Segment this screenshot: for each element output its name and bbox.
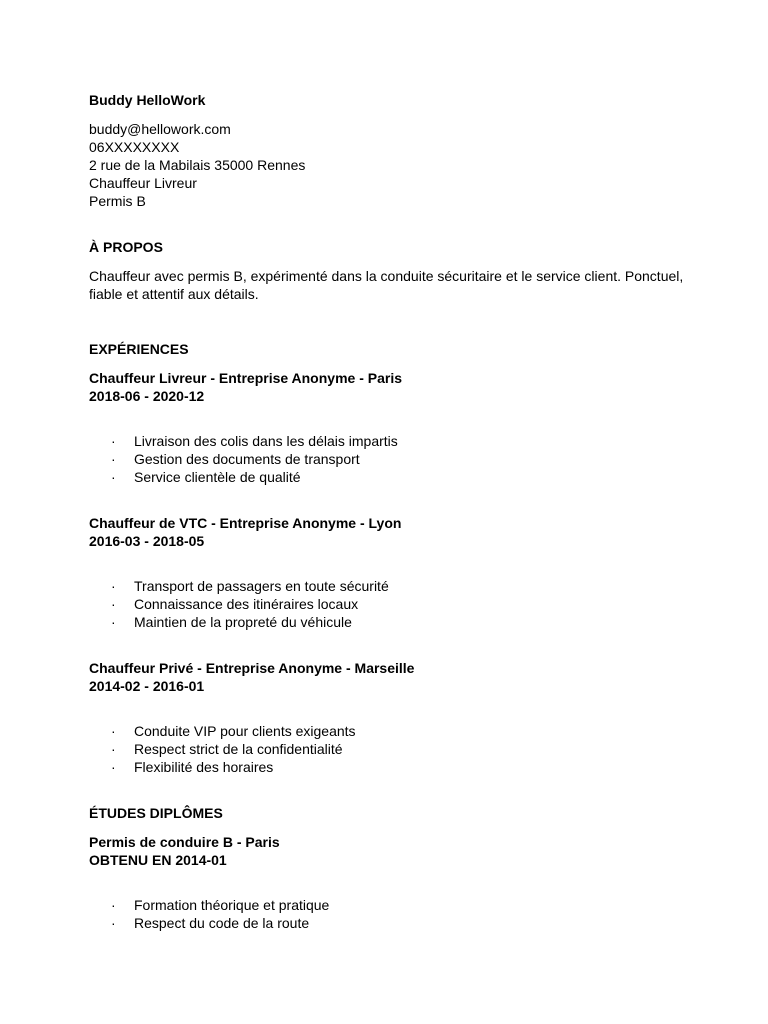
bullet-dot: · [111,596,116,612]
task-text: Service clientèle de qualité [134,469,301,485]
task-list [89,432,688,486]
education-section-title: ÉTUDES DIPLÔMES [89,805,223,821]
list-item [89,758,688,776]
task-text: Connaissance des itinéraires locaux [134,596,359,612]
education-title: Permis de conduire B - Paris [89,834,280,850]
task-list [89,896,688,932]
bullet-dot: · [111,915,116,931]
bullet-dot: · [111,451,116,467]
candidate-name: Buddy HelloWork [89,92,206,108]
task-text: Conduite VIP pour clients exigeants [134,723,356,739]
experience-dates: 2018-06 - 2020-12 [89,388,205,404]
task-text: Respect du code de la route [134,915,310,931]
list-item [89,740,688,758]
task-text: Flexibilité des horaires [134,759,274,775]
education-dates: OBTENU EN 2014-01 [89,852,227,868]
email: buddy@hellowork.com [89,121,231,137]
list-item [89,432,688,450]
list-item [89,896,688,914]
experience-entry [89,369,688,486]
experience-dates: 2016-03 - 2018-05 [89,533,205,549]
task-text: Livraison des colis dans les délais impartis [134,433,398,449]
bullet-dot: · [111,759,116,775]
bullet-dot: · [111,741,116,757]
list-item [89,450,688,468]
list-item [89,722,688,740]
experiences-section-title: EXPÉRIENCES [89,341,189,357]
license: Permis B [89,193,146,209]
task-text: Gestion des documents de transport [134,451,360,467]
task-text: Respect strict de la confidentialité [134,741,343,757]
list-item [89,468,688,486]
experience-dates: 2014-02 - 2016-01 [89,678,205,694]
bullet-dot: · [111,897,116,913]
experience-entry [89,514,688,631]
task-list [89,722,688,776]
task-text: Maintien de la propreté du véhicule [134,614,352,630]
list-item [89,914,688,932]
experience-entry [89,659,688,776]
task-text: Formation théorique et pratique [134,897,330,913]
education-entry [89,833,688,932]
bullet-dot: · [111,614,116,630]
about-section-title: À PROPOS [89,239,163,255]
bullet-dot: · [111,723,116,739]
bullet-dot: · [111,433,116,449]
address: 2 rue de la Mabilais 35000 Rennes [89,157,306,173]
job-title: Chauffeur Livreur [89,175,197,191]
phone: 06XXXXXXXX [89,139,180,155]
bullet-dot: · [111,469,116,485]
list-item [89,613,688,631]
experience-title: Chauffeur Livreur - Entreprise Anonyme - Paris [89,370,402,386]
task-text: Transport de passagers en toute sécurité [134,578,389,594]
about-text: Chauffeur avec permis B, expérimenté dans la conduite sécuritaire et le service client. Ponctuel, fiable et attentif aux détails. [89,268,684,302]
list-item [89,595,688,613]
list-item [89,577,688,595]
experience-title: Chauffeur Privé - Entreprise Anonyme - Marseille [89,660,415,676]
bullet-dot: · [111,578,116,594]
task-list [89,577,688,631]
experience-title: Chauffeur de VTC - Entreprise Anonyme - Lyon [89,515,402,531]
contact-block [89,120,688,210]
